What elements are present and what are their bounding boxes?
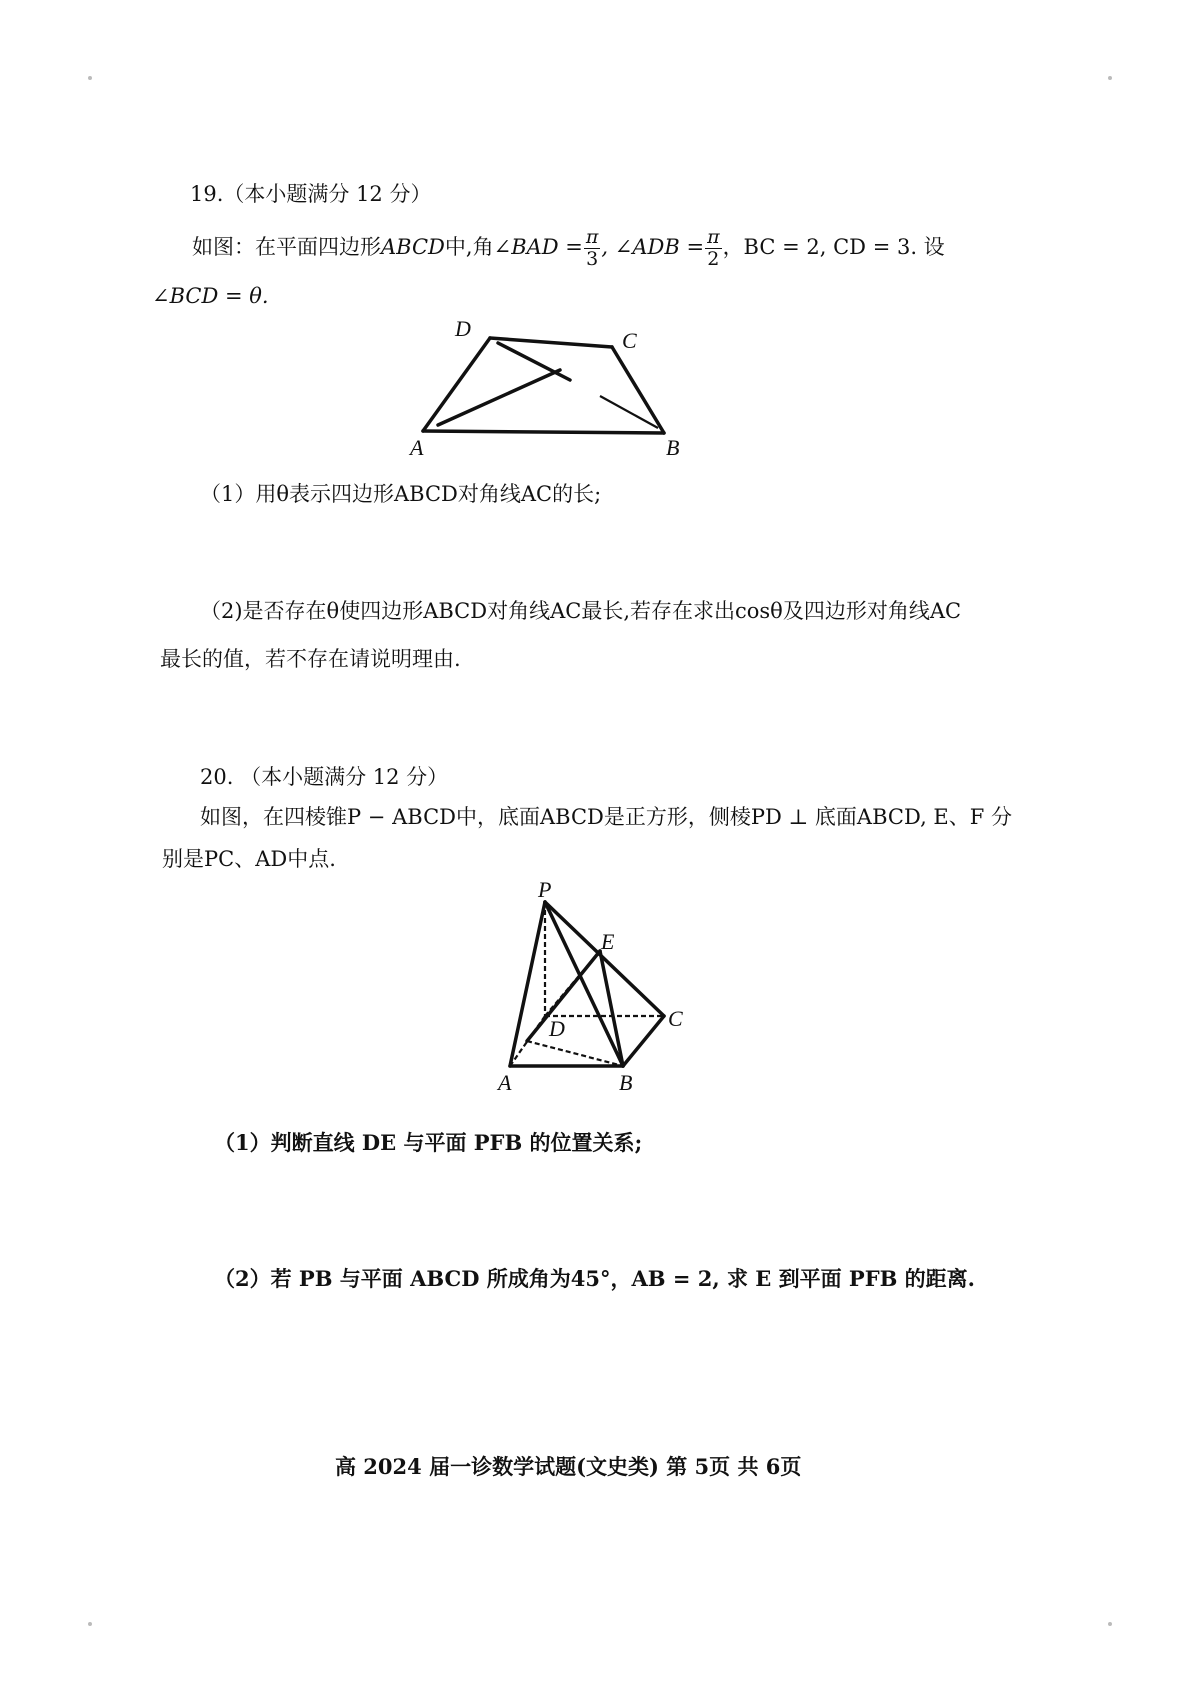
label-a: A [410, 435, 424, 460]
q20-part2: （2）若 PB 与平面 ABCD 所成角为45°，AB = 2, 求 E 到平面 PFB 的距离. [214, 1266, 975, 1291]
q19-part2-line1: （2)是否存在θ使四边形ABCD对角线AC最长,若存在求出cosθ及四边形对角线AC [200, 599, 962, 623]
label-p: P [538, 877, 552, 902]
q19-part1: （1）用θ表示四边形ABCD对角线AC的长; [200, 482, 602, 506]
fraction-pi-over-2: $\frac{\pi}{2}$ [707, 226, 720, 270]
label-c: C [622, 328, 637, 353]
label-a: A [498, 1070, 512, 1095]
q19-stem-line1: 如图：在平面四边形ABCD中,角∠BAD = $\frac{\pi}{3}$ , ∠ADB = $\frac{\pi}{2}$ ，BC = 2, CD = 3. 设 [192, 226, 945, 270]
q19-header: 19.（本小题满分 12 分） [190, 182, 432, 206]
label-d: D [455, 316, 471, 341]
segment-fb-hidden [527, 1041, 623, 1066]
q20-stem-line1: 如图，在四棱锥P − ABCD中，底面ABCD是正方形，侧棱PD ⊥ 底面ABCD, E、F 分 [200, 805, 1012, 829]
q20-stem-line2: 别是PC、AD中点. [162, 847, 336, 871]
label-d: D [549, 1016, 565, 1041]
label-c: C [668, 1006, 683, 1031]
q19-part2-line2: 最长的值，若不存在请说明理由. [160, 647, 461, 671]
label-b: B [619, 1070, 633, 1095]
edge-bc [623, 1016, 664, 1066]
edge-pb [545, 902, 623, 1066]
label-e: E [601, 929, 615, 954]
fraction-pi-over-3: $\frac{\pi}{3}$ [585, 226, 599, 270]
q20-header: 20. （本小题满分 12 分） [200, 765, 449, 789]
segment-eb [600, 951, 623, 1066]
label-b: B [666, 435, 680, 460]
q20-part1: （1）判断直线 DE 与平面 PFB 的位置关系; [214, 1130, 643, 1155]
q19-stem-line2: ∠BCD = θ. [152, 284, 269, 308]
page-footer: 高 2024 届一诊数学试题(文史类) 第 5页 共 6页 [335, 1454, 802, 1479]
